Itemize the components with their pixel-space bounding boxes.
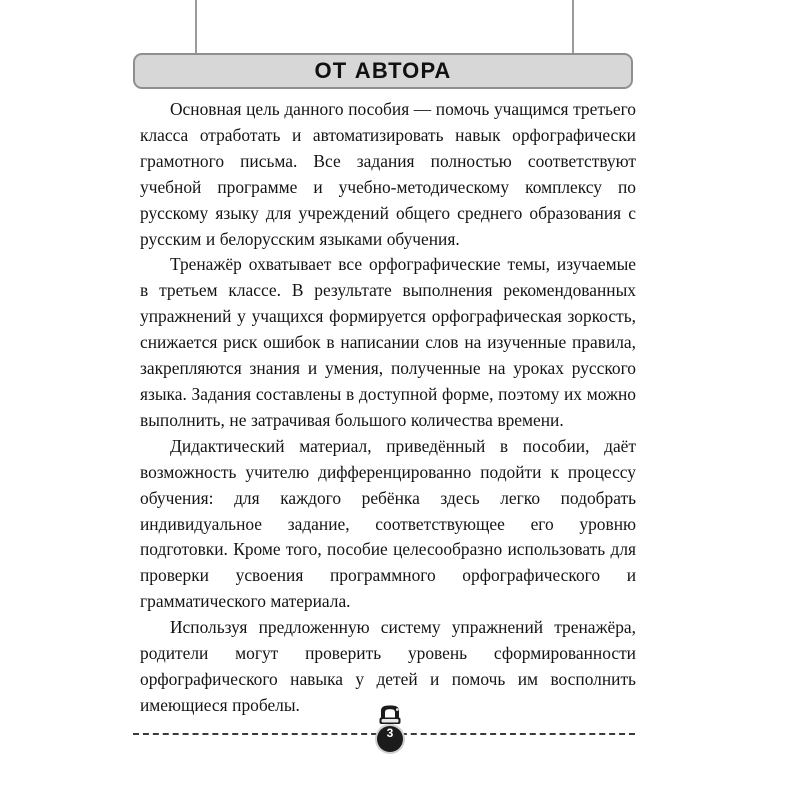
frame-line-right (572, 0, 574, 56)
body-text-column (140, 97, 636, 719)
paragraph-4: Используя предложенную систему упражнений тренажёра, родители могут проверить уровень сформированности орфографического навыка у детей и помочь им восполнить имеющиеся пробелы. (140, 617, 636, 715)
page-number: 3 (386, 726, 394, 740)
page-footer (0, 705, 800, 775)
page-title: ОТ АВТОРА (314, 58, 452, 83)
kettlebell-icon (369, 705, 411, 759)
paragraph-2: Тренажёр охватывает все орфографические темы, изучаемые в третьем классе. В результате выполнения рекомендованных упражнений у учащихся формируется орфографическая зоркость, снижается риск ошибок в написании слов на изученные правила, закрепляются знания и умения, полученные на уроках русского языка. Задания составлены в доступной форме, поэтому их можно выполнить, не затрачивая большого количества времени. (140, 254, 636, 430)
paragraph-1: Основная цель данного пособия — помочь учащимся третьего класса отработать и автоматизировать навык орфографически грамотного письма. Все задания полностью соответствуют учебной программе и учебно-методическому комплексу по русскому языку для учреждений общего среднего образования с русским и белорусским языками обучения. (140, 99, 636, 249)
section-header-banner (133, 53, 633, 89)
frame-line-left (195, 0, 197, 56)
paragraph-3: Дидактический материал, приведённый в пособии, даёт возможность учителю дифференцированно подойти к процессу обучения: для каждого ребёнка здесь легко подобрать индивидуальное задание, соответствующее его уровню подготовки. Кроме того, пособие целесообразно использовать для проверки усвоения программного орфографического и грамматического материала. (140, 435, 636, 612)
